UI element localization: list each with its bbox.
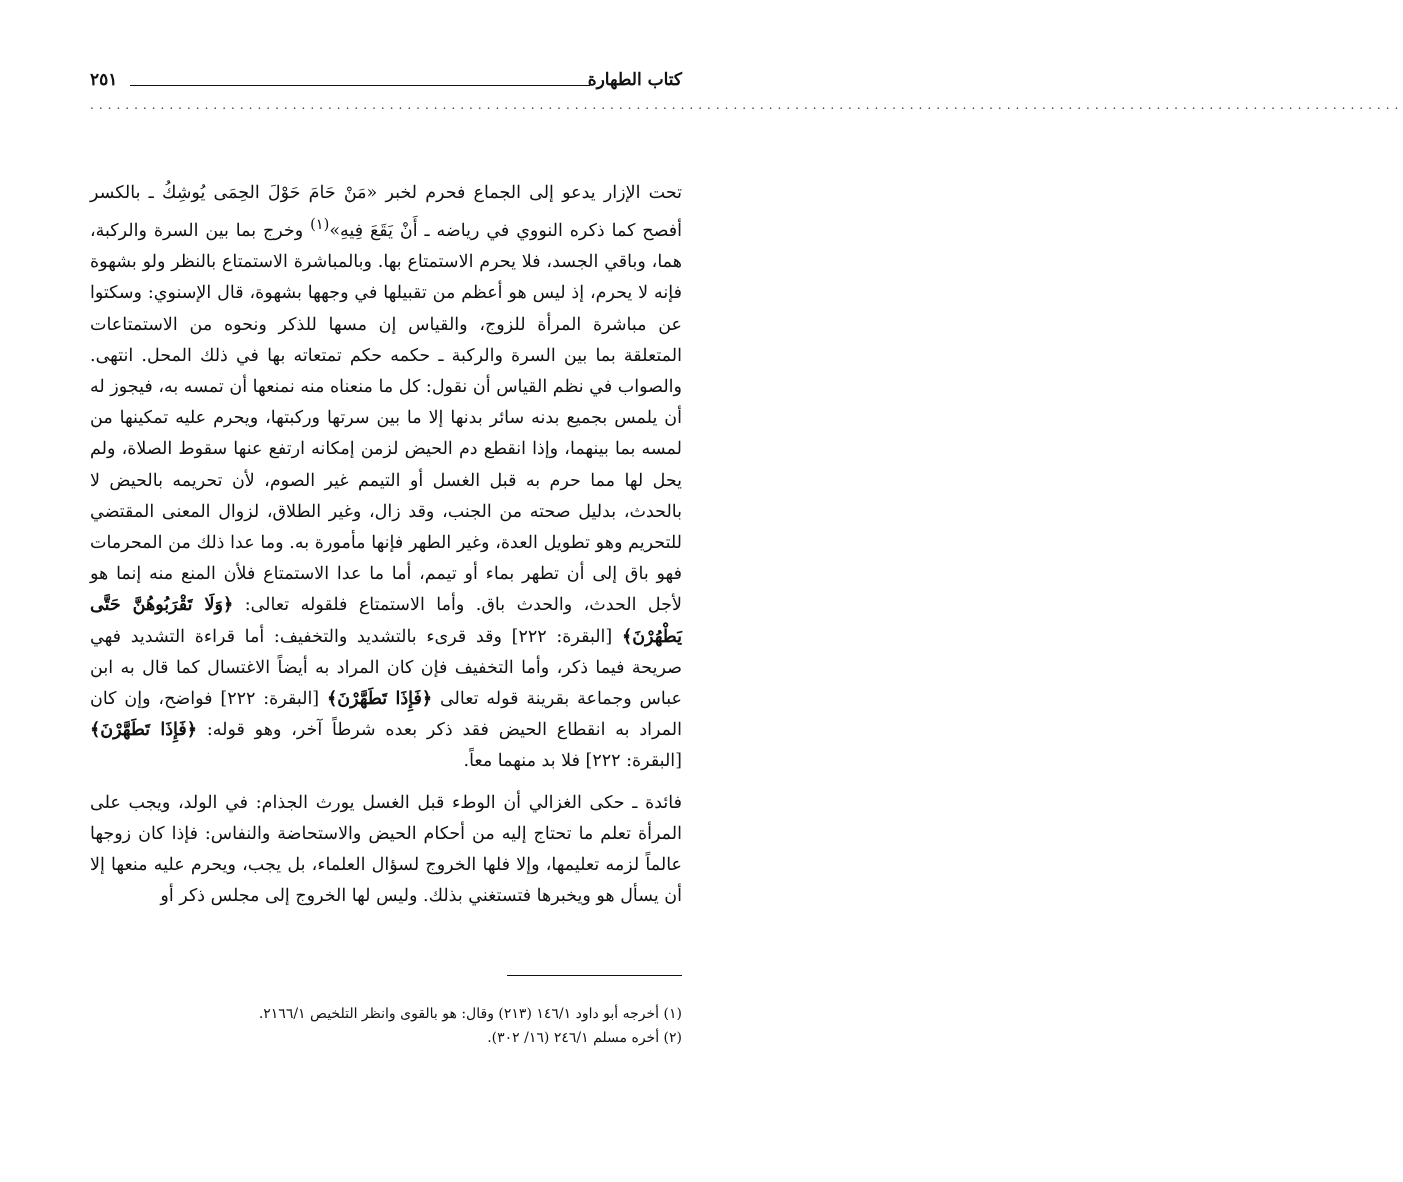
footnote-2: (٢) أخره مسلم ٢٤٦/١ (١٦/ ٣٠٢). bbox=[487, 1030, 682, 1046]
page-number: ٢٥١ bbox=[90, 70, 118, 90]
footnote-1: (١) أخرجه أبو داود ١٤٦/١ (٢١٣) وقال: هو بالقوى وانظر التلخيص ٢١٦٦/١. bbox=[258, 1006, 682, 1022]
footnote-ref: (١) bbox=[310, 216, 330, 234]
text-run: تحت الإزار يدعو إلى الجماع فحرم لخبر «مَنْ حَامَ حَوْلَ الحِمَى يُوشِكُ ـ بالكسر أفصح كما ذكره النووي في رياضه ـ أَنْ يَقَعَ فِيهِ» bbox=[90, 183, 682, 242]
footnote-rule bbox=[507, 975, 682, 976]
text-run: [البقرة: ٢٢٢] وقد قرىء بالتشديد والتخفيف: أما قراءة التشديد فهي صريحة فيما ذكر، وأما التخفيف فإن كان المراد به أيضاً الاغتسال كما قال به ابن عباس وجماعة بقرينة قوله تعالى bbox=[90, 626, 682, 710]
chapter-title: كتاب الطهارة bbox=[587, 70, 682, 90]
quran-verse: ﴿وَلَا تَقْرَبُوهُنَّ حَتَّى يَطْهُرْنَ﴾ bbox=[90, 595, 682, 647]
main-text bbox=[90, 178, 682, 913]
dotted-separator: ..................................................................................................................................................... bbox=[90, 98, 1403, 112]
header-rule bbox=[130, 85, 590, 86]
text-run: وخرج بما بين السرة والركبة، هما، وباقي الجسد، فلا يحرم الاستمتاع بها. وبالمباشرة الاستمتاع بالنظر ولو بشهوة فإنه لا يحرم، إذ ليس هو أعظم من تقبيلها في وجهها بشهوة، قال الإسنوي: وسكتوا عن مباشرة المرأة للزوج، والقياس إن مسها للذكر ونحوه من الاستمتاعات المتعلقة بما بين السرة والركبة ـ حكمه حكم تمتعاته بها في ذلك المحل. انتهى. والصواب في نظم القياس أن نقول: كل ما منعناه منه نمنعها أن تمسه به، فيجوز له أن يلمس بجميع بدنه سائر بدنها إلا ما بين سرتها وركبتها، ويحرم عليه تمكينها من لمسه بما بينهما، وإذا انقطع دم الحيض لزمن إمكانه ارتفع عنها سقوط الصلاة، ولم يحل لها مما حرم به قبل الغسل أو التيمم غير الصوم، لأن تحريمه بالحيض لا بالحدث، بدليل صحته من الجنب، وقد زال، وغير الطلاق، لزوال المعنى المقتضي للتحريم وهو تطويل العدة، وغير الطهر فإنها مأمورة به. وما عدا ذلك من المحرمات فهو باق إلى أن تطهر بماء أو تيمم، أما ما عدا الاستمتاع فلأن المنع منه إنما هو لأجل الحدث، والحدث باق. وأما الاستمتاع فلقوله تعالى: bbox=[90, 221, 682, 616]
quran-verse: ﴿فَإِذَا تَطَهَّرْنَ﴾ bbox=[90, 720, 198, 741]
text-run: [البقرة: ٢٢٢] فواضح، وإن كان المراد به انقطاع الحيض فقد ذكر بعده شرطاً آخر، وهو قوله: bbox=[90, 689, 682, 741]
footnotes bbox=[90, 1002, 682, 1050]
paragraph-1 bbox=[90, 178, 682, 778]
text-run: [البقرة: ٢٢٢] فلا بد منهما معاً. bbox=[463, 751, 682, 772]
text-run: فائدة ـ حكى الغزالي أن الوطء قبل الغسل يورث الجذام: في الولد، ويجب على المرأة تعلم ما تحتاج إليه من أحكام الحيض والاستحاضة والنفاس: فإذا كان زوجها عالماً لزمه تعليمها، وإلا فلها الخروج لسؤال العلماء، بل يجب، ويحرم عليه منعها إلا أن يسأل هو ويخبرها فتستغني بذلك. وليس لها الخروج إلى مجلس ذكر أو bbox=[90, 792, 682, 907]
running-header bbox=[90, 70, 682, 98]
quran-verse: ﴿فَإِذَا تَطَهَّرْنَ﴾ bbox=[327, 689, 433, 710]
paragraph-2 bbox=[90, 788, 682, 913]
